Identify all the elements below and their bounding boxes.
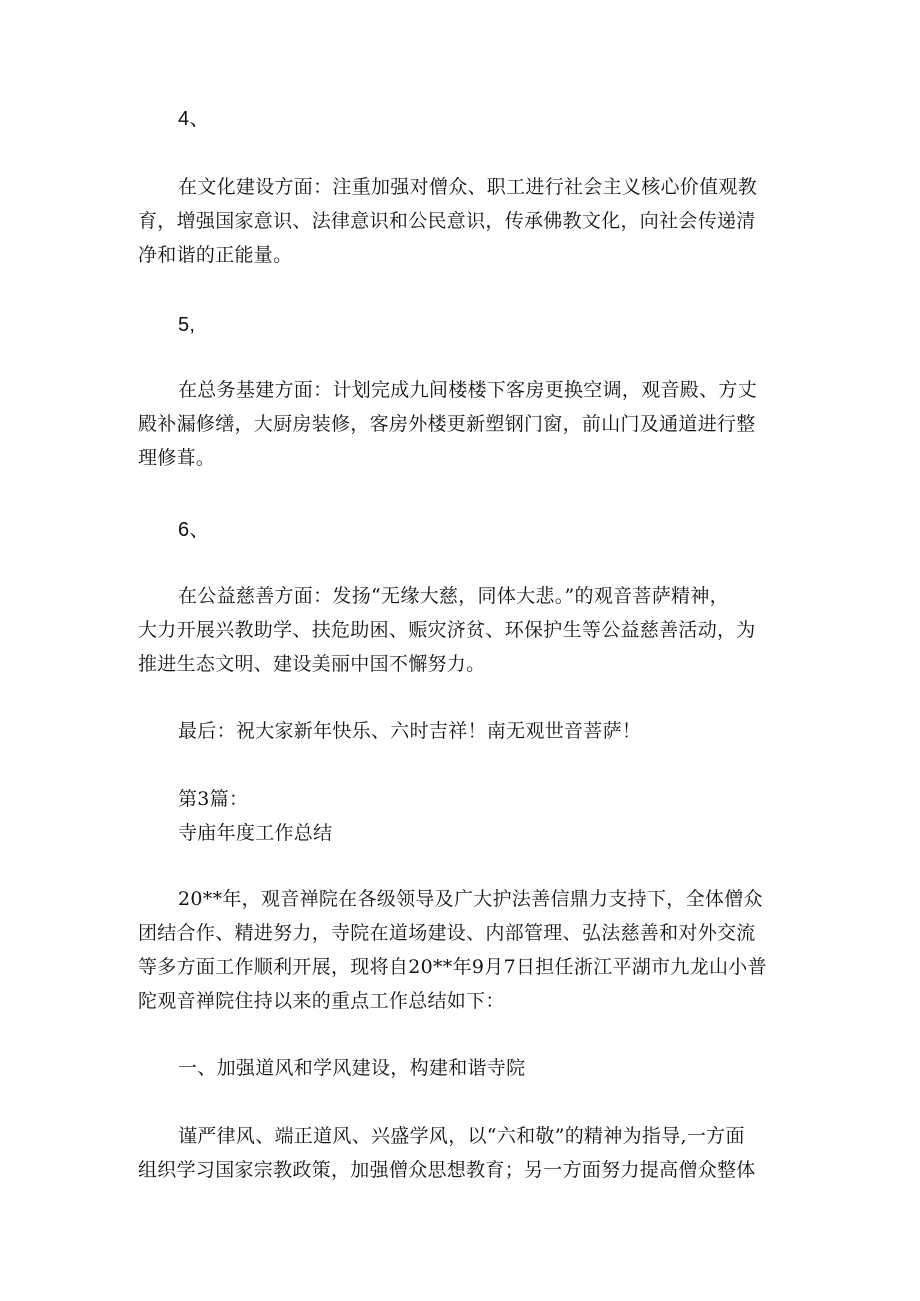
paragraph-5-line-3: 理修葺。 bbox=[138, 447, 216, 469]
paragraph-6-line-3: 推进生态文明、建设美丽中国不懈努力。 bbox=[138, 653, 486, 675]
intro-line-3: 等多方面工作顺利开展，现将自20**年9月7日担任浙江平湖市九龙山小普 bbox=[138, 956, 767, 978]
paragraph-5-line-1: 在总务基建方面：计划完成九间楼楼下客房更换空调，观音殿、方丈 bbox=[178, 379, 758, 401]
sub1-line-1: 谨严律风、端正道风、兴盛学风，以“六和敬”的精神为指导,一方面 bbox=[178, 1125, 745, 1147]
paragraph-6-line-1: 在公益慈善方面：发扬“无缘大慈，同体大悲。”的观音菩萨精神， bbox=[178, 585, 729, 607]
intro-line-2: 团结合作、精进努力，寺院在道场建设、内部管理、弘法慈善和对外交流 bbox=[138, 922, 756, 944]
item-number-6: 6、 bbox=[178, 519, 210, 541]
intro-line-1: 20**年，观音禅院在各级领导及广大护法善信鼎力支持下，全体僧众 bbox=[178, 888, 763, 910]
section-title: 寺庙年度工作总结 bbox=[178, 822, 333, 844]
closing-blessing: 最后：祝大家新年快乐、六时吉祥！南无观世音菩萨！ bbox=[178, 720, 642, 742]
section-label: 第3篇： bbox=[178, 788, 249, 810]
paragraph-4-line-2: 育，增强国家意识、法律意识和公民意识，传承佛教文化，向社会传递清 bbox=[138, 210, 756, 232]
intro-line-4: 陀观音禅院住持以来的重点工作总结如下： bbox=[138, 990, 505, 1012]
item-number-5: 5, bbox=[178, 314, 196, 336]
paragraph-4-line-1: 在文化建设方面：注重加强对僧众、职工进行社会主义核心价值观教 bbox=[178, 176, 758, 198]
subheading-1: 一、加强道风和学风建设，构建和谐寺院 bbox=[178, 1057, 526, 1079]
paragraph-5-line-2: 殿补漏修缮，大厨房装修，客房外楼更新塑钢门窗，前山门及通道进行整 bbox=[138, 413, 756, 435]
sub1-line-2: 组织学习国家宗教政策，加强僧众思想教育；另一方面努力提高僧众整体 bbox=[138, 1159, 756, 1181]
item-number-4: 4、 bbox=[178, 108, 210, 130]
paragraph-6-line-2: 大力开展兴教助学、扶危助困、赈灾济贫、环保护生等公益慈善活动，为 bbox=[138, 619, 756, 641]
paragraph-4-line-3: 净和谐的正能量。 bbox=[138, 244, 293, 266]
